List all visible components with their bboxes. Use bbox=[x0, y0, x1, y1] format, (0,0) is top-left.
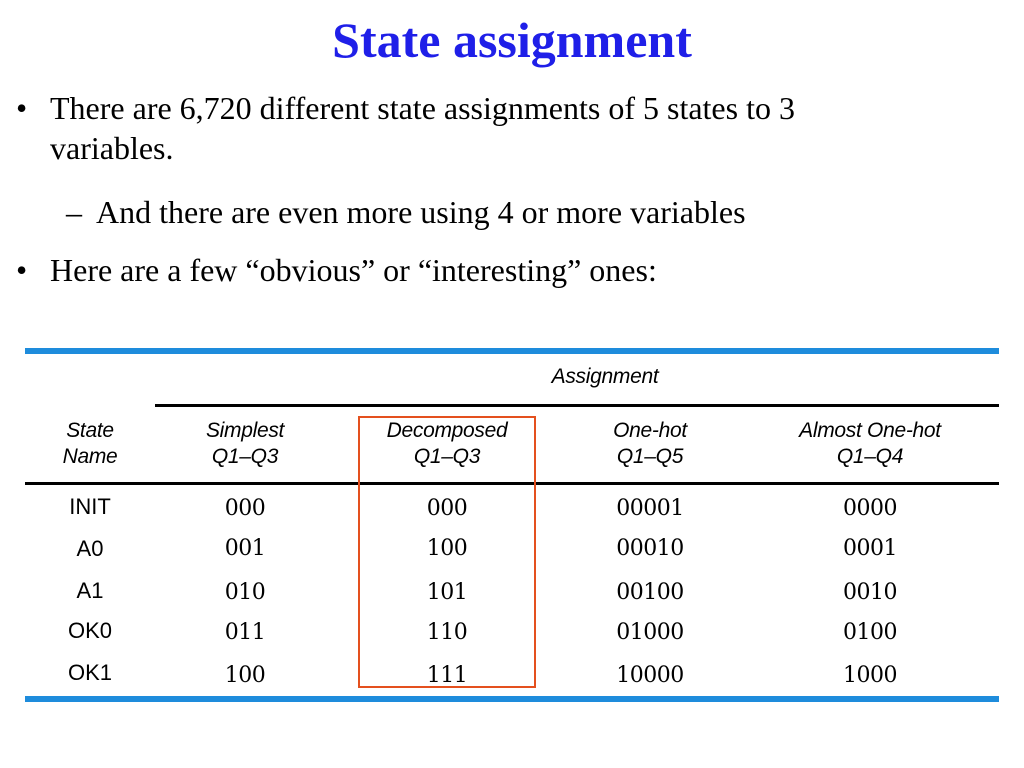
header-line1: Decomposed bbox=[386, 419, 508, 442]
column-header-state-name bbox=[25, 418, 155, 470]
decomposed-cell: 101 bbox=[426, 580, 468, 605]
header-line2: Q1–Q5 bbox=[616, 445, 684, 468]
almost-one-hot-cell: 0001 bbox=[843, 536, 897, 561]
bullet-text: Here are a few “obvious” or “interesting” ones: bbox=[50, 252, 657, 288]
one-hot-cell: 00001 bbox=[616, 496, 684, 521]
simplest-cell: 001 bbox=[224, 536, 266, 561]
header-line2: Q1–Q3 bbox=[413, 445, 481, 468]
simplest-cell: 011 bbox=[224, 620, 266, 645]
simplest-cell: 100 bbox=[224, 663, 266, 688]
decomposed-highlight-box bbox=[358, 416, 536, 688]
state-cell: A1 bbox=[76, 578, 104, 603]
state-cell: OK1 bbox=[67, 660, 113, 685]
one-hot-cell: 10000 bbox=[616, 663, 684, 688]
column-header-one-hot bbox=[570, 418, 730, 470]
state-cell: INIT bbox=[69, 494, 111, 519]
assignment-table bbox=[25, 348, 999, 704]
header-line1: One-hot bbox=[613, 419, 687, 442]
state-cell: OK0 bbox=[67, 618, 113, 643]
slide-title: State assignment bbox=[332, 12, 692, 68]
assignment-group-header: Assignment bbox=[551, 365, 659, 388]
one-hot-cell: 00010 bbox=[616, 536, 684, 561]
almost-one-hot-cell: 1000 bbox=[843, 663, 897, 688]
column-header-simplest bbox=[165, 418, 325, 470]
simplest-cell: 010 bbox=[224, 580, 266, 605]
bullet-marker: • bbox=[16, 90, 28, 126]
almost-one-hot-cell: 0100 bbox=[843, 620, 897, 645]
decomposed-cell: 000 bbox=[426, 496, 468, 521]
column-header-almost-one-hot bbox=[760, 418, 980, 470]
header-line1: State bbox=[66, 419, 114, 442]
bullet-text bbox=[50, 88, 1000, 168]
sub-bullet-marker: – bbox=[66, 194, 82, 230]
decomposed-cell: 100 bbox=[426, 536, 468, 561]
decomposed-cell: 110 bbox=[426, 620, 468, 645]
header-line1: Simplest bbox=[205, 419, 285, 442]
table-top-rule bbox=[25, 348, 999, 354]
table-bottom-rule bbox=[25, 696, 999, 702]
bullet-text-line2: variables. bbox=[50, 130, 174, 166]
simplest-cell: 000 bbox=[224, 496, 266, 521]
almost-one-hot-cell: 0000 bbox=[843, 496, 897, 521]
one-hot-cell: 00100 bbox=[616, 580, 684, 605]
header-line1: Almost One-hot bbox=[799, 419, 941, 442]
decomposed-cell: 111 bbox=[426, 663, 468, 688]
header-line2: Q1–Q4 bbox=[836, 445, 904, 468]
sub-bullet-text: And there are even more using 4 or more variables bbox=[96, 194, 746, 230]
header-line2: Q1–Q3 bbox=[211, 445, 279, 468]
bullet-marker: • bbox=[16, 252, 28, 288]
one-hot-cell: 01000 bbox=[616, 620, 684, 645]
header-line2: Name bbox=[62, 445, 118, 468]
bullet-text-line1: There are 6,720 different state assignments of 5 states to 3 bbox=[50, 90, 795, 126]
almost-one-hot-cell: 0010 bbox=[843, 580, 897, 605]
state-cell: A0 bbox=[76, 536, 104, 561]
header-separator bbox=[155, 404, 999, 407]
